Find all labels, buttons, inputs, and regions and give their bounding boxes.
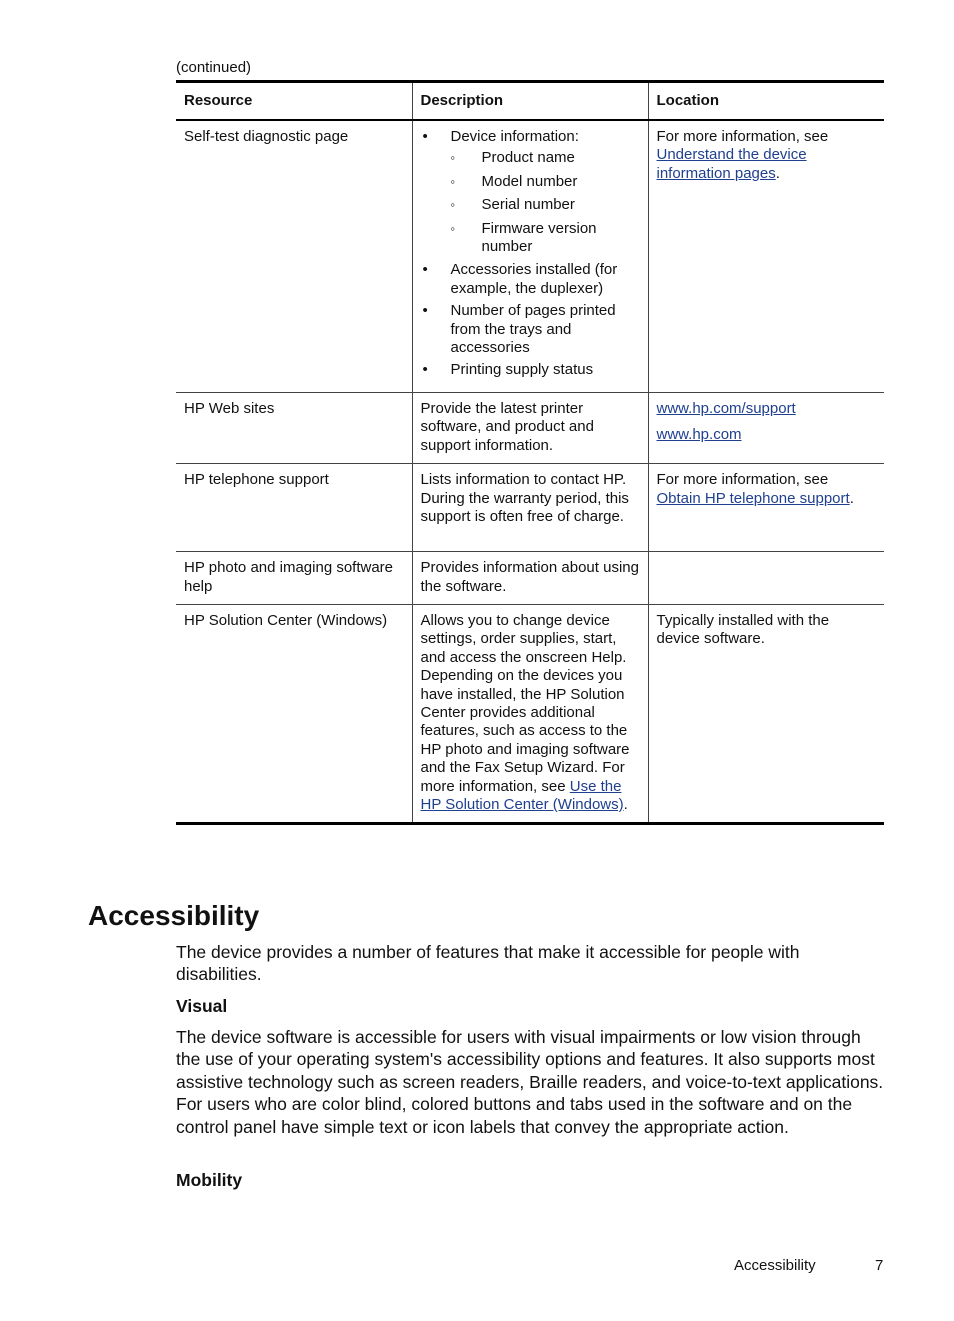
footer-section-label: Accessibility <box>734 1257 816 1274</box>
period: . <box>775 164 780 182</box>
hp-support-link[interactable]: www.hp.com/support <box>656 399 796 417</box>
location-cell <box>648 464 884 552</box>
list-item: • Number of pages printed from the trays and accessories <box>421 302 640 357</box>
column-header-resource: Resource <box>176 82 412 121</box>
location-cell <box>648 120 884 392</box>
visual-paragraph: The device software is accessible for users with visual impairments or low vision through the use of your operating system's accessibility options and features. It also supports most assistive technology such as screen readers, Braille readers, and voice-to-text applications. For users who are color blind, colored buttons and tabs used in the software and on the control panel have simple text or icon labels that convey the appropriate action. <box>176 1027 884 1137</box>
visual-heading: Visual <box>176 996 228 1016</box>
resource-cell: HP telephone support <box>176 464 412 552</box>
list-item <box>421 128 640 256</box>
mobility-heading: Mobility <box>176 1170 243 1190</box>
list-item: • Printing supply status <box>421 361 640 379</box>
section-title: Accessibility <box>88 900 260 931</box>
understand-info-pages-link[interactable]: Understand the device information pages <box>656 146 807 182</box>
table-row <box>176 392 884 463</box>
page-number: 7 <box>875 1257 884 1274</box>
resources-table <box>176 80 884 825</box>
list-item: ◦ Firmware version number <box>451 220 640 257</box>
list-item: ◦ Serial number <box>451 196 640 214</box>
intro-paragraph: The device provides a number of features that make it accessible for people with disabilities. <box>176 942 800 985</box>
description-cell: Provide the latest printer software, and product and support information. <box>412 392 648 463</box>
solution-center-link[interactable]: Use the HP Solution Center (Windows) <box>420 777 624 813</box>
period: . <box>623 795 628 813</box>
table-row <box>176 604 884 823</box>
location-cell <box>648 392 884 463</box>
table-header-row <box>176 82 884 121</box>
resource-cell: HP Web sites <box>176 392 412 463</box>
list-item: ◦ Product name <box>451 149 640 167</box>
column-header-description: Description <box>412 82 648 121</box>
location-text: For more information, see <box>656 128 829 145</box>
description-cell: Provides information about using the software. <box>412 552 648 605</box>
description-text: Allows you to change device settings, order supplies, start, and access the onscreen Help. Depending on the devices you have installed, the HP Solution Center provides additional features, such as access to the HP photo and imaging software and the Fax Setup Wizard. For more information, see <box>420 611 630 795</box>
list-item: • Accessories installed (for example, the duplexer) <box>421 261 640 298</box>
table-row <box>176 464 884 552</box>
location-cell: Typically installed with the device software. <box>648 604 884 823</box>
telephone-support-link[interactable]: Obtain HP telephone support <box>656 489 850 507</box>
description-cell <box>412 120 648 392</box>
location-text: For more information, see <box>656 471 829 489</box>
sub-list <box>451 149 640 256</box>
location-cell <box>648 552 884 605</box>
period: . <box>849 489 854 507</box>
table-row <box>176 552 884 605</box>
bullet-list <box>421 128 640 380</box>
resource-cell: Self-test diagnostic page <box>176 120 412 392</box>
description-cell <box>412 604 648 823</box>
list-item: ◦ Model number <box>451 173 640 191</box>
hp-com-link[interactable]: www.hp.com <box>656 426 742 444</box>
table-row <box>176 120 884 392</box>
column-header-location: Location <box>648 82 884 121</box>
description-cell: Lists information to contact HP. During the warranty period, this support is often free of charge. <box>412 464 648 552</box>
resource-cell: HP photo and imaging software help <box>176 552 412 605</box>
resource-cell: HP Solution Center (Windows) <box>184 611 388 629</box>
bullet-text: Device information: <box>450 128 579 145</box>
continued-label: (continued) <box>176 59 252 76</box>
